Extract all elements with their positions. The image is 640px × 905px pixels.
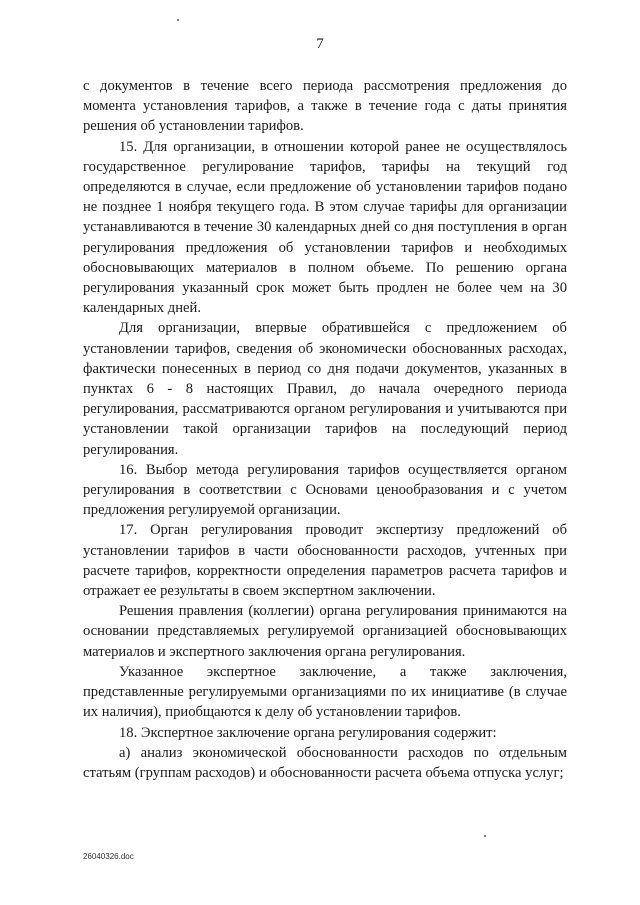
document-file-code: 26040326.doc xyxy=(83,852,134,861)
paragraph: 17. Орган регулирования проводит экспертизу предложений об установлении тарифов в части обоснованности расходов, учтенных при расчете тарифов, корректности определения параметров расчета тарифов и отражает ее результаты в своем экспертном заключении. xyxy=(83,522,567,600)
scan-speck xyxy=(177,19,179,21)
paragraph: Указанное экспертное заключение, а также заключения, представленные регулируемыми организациями по их инициативе (в случае их наличия), приобщаются к делу об установлении тарифов. xyxy=(83,663,567,721)
paragraph: Для организации, впервые обратившейся с предложением об установлении тарифов, сведения об экономически обоснованных расходах, фактически понесенных в период со дня подачи документов, указанных в пунктах 6 - 8 настоящих Правил, до начала очередного периода регулирования, рассматриваются органом регулирования и учитываются при установлении такой организации тарифов на последующий период регулирования. xyxy=(83,320,567,458)
document-body xyxy=(83,76,567,783)
paragraph: Решения правления (коллегии) органа регулирования принимаются на основании представляемых регулируемой организацией обосновывающих материалов и экспертного заключения органа регулирования. xyxy=(83,603,567,660)
page-number: 7 xyxy=(316,36,324,52)
paragraph: с документов в течение всего периода рассмотрения предложения до момента установления тарифов, а также в течение года с даты принятия решения об установлении тарифов. xyxy=(83,78,567,135)
paragraph: а) анализ экономической обоснованности расходов по отдельным статьям (группам расходов) и обоснованности расчета объема отпуска услуг; xyxy=(83,744,567,781)
paragraph: 16. Выбор метода регулирования тарифов осуществляется органом регулирования в соответствии с Основами ценообразования и с учетом предложения регулируемой организации. xyxy=(83,461,567,519)
scan-speck xyxy=(484,835,486,837)
paragraph: 15. Для организации, в отношении которой ранее не осуществлялось государственное регулирование тарифов, тарифы на текущий год определяются в случае, если предложение об установлении тарифов подано не позднее 1 ноября текущего года. В этом случае тарифы для организации устанавливаются в течение 30 календарных дней со дня поступления в орган регулирования предложения об установлении тарифов и необходимых обосновывающих материалов в полном объеме. По решению органа регулирования указанный срок может быть продлен не более чем на 30 календарных дней. xyxy=(83,138,567,317)
paragraph: 18. Экспертное заключение органа регулирования содержит: xyxy=(119,724,497,741)
